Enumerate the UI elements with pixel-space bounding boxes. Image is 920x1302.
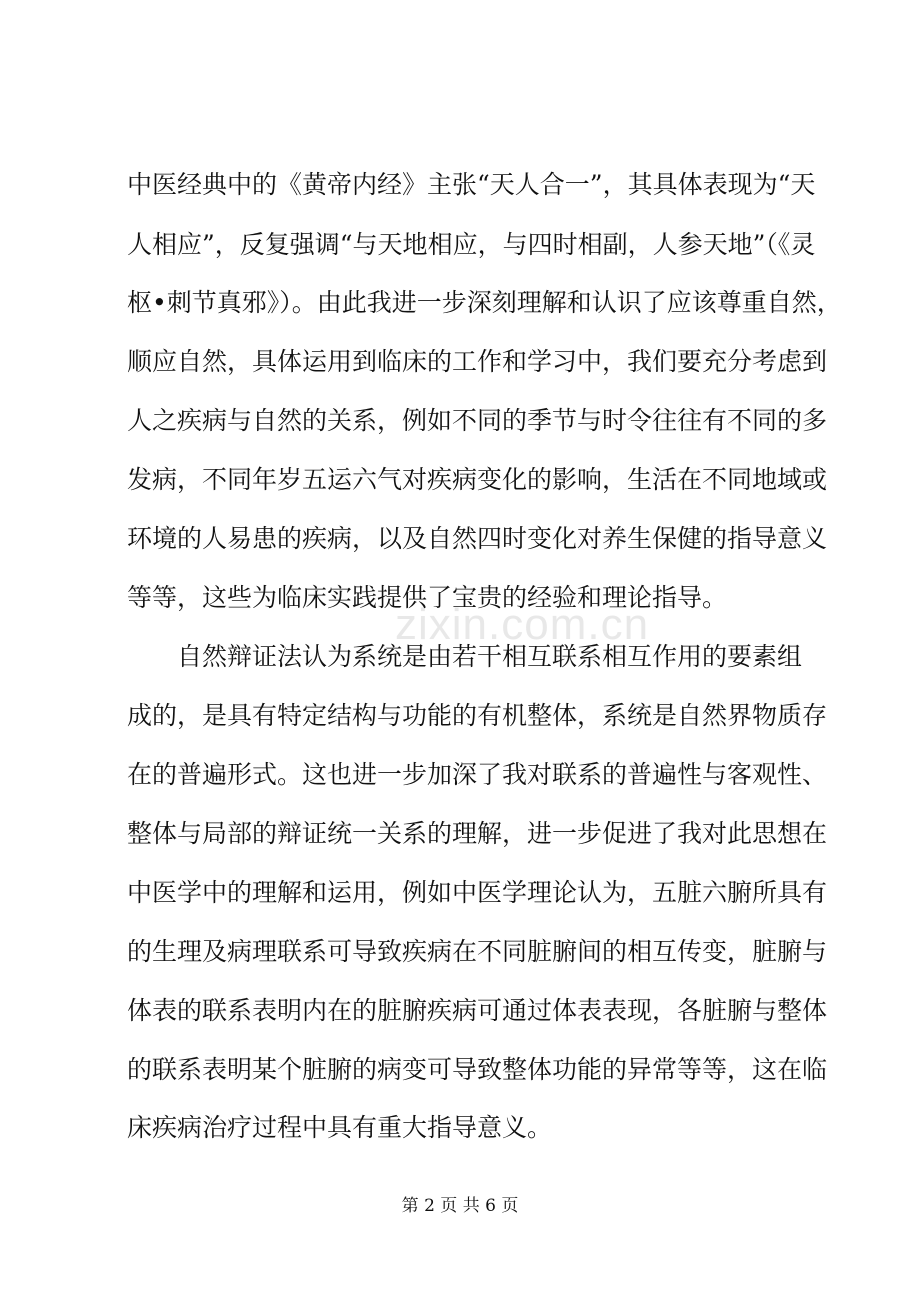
paragraph-2-line-2: 成的，是具有特定结构与功能的有机整体，系统是自然界物质存 bbox=[127, 701, 828, 730]
paragraph-2-line-9: 床疾病治疗过程中具有重大指导意义。 bbox=[127, 1113, 553, 1142]
paragraph-1-line-1: 中医经典中的《黄帝内经》主张“天人合一”，其具体表现为“天 bbox=[127, 170, 816, 199]
paragraph-2-line-1: 自然辩证法认为系统是由若干相互联系相互作用的要素组 bbox=[127, 642, 803, 671]
paragraph-2-line-8: 的联系表明某个脏腑的病变可导致整体功能的异常等等，这在临 bbox=[127, 1055, 828, 1084]
paragraph-1-line-4: 顺应自然，具体运用到临床的工作和学习中，我们要充分考虑到 bbox=[127, 347, 828, 376]
paragraph-1-line-2: 人相应”，反复强调“与天地相应，与四时相副，人参天地”（《灵 bbox=[127, 230, 816, 259]
paragraph-2-line-6: 的生理及病理联系可导致疾病在不同脏腑间的相互传变，脏腑与 bbox=[127, 937, 828, 966]
paragraph-1-line-8: 等等，这些为临床实践提供了宝贵的经验和理论指导。 bbox=[127, 583, 728, 612]
paragraph-1-line-5: 人之疾病与自然的关系，例如不同的季节与时令往往有不同的多 bbox=[127, 406, 828, 435]
page-number-footer: 第 2 页 共 6 页 bbox=[401, 1196, 519, 1216]
paragraph-1-line-6: 发病，不同年岁五运六气对疾病变化的影响，生活在不同地域或 bbox=[127, 465, 828, 494]
watermark: zixin.com.cn bbox=[395, 600, 650, 649]
paragraph-2-line-7: 体表的联系表明内在的脏腑疾病可通过体表表现，各脏腑与整体 bbox=[127, 996, 828, 1025]
paragraph-2-line-3: 在的普遍形式。这也进一步加深了我对联系的普遍性与客观性、 bbox=[127, 760, 828, 789]
paragraph-1-line-7: 环境的人易患的疾病，以及自然四时变化对养生保健的指导意义 bbox=[127, 524, 828, 553]
paragraph-1-line-3: 枢•刺节真邪》）。由此我进一步深刻理解和认识了应该尊重自然， bbox=[127, 288, 842, 317]
paragraph-2-line-4: 整体与局部的辩证统一关系的理解，进一步促进了我对此思想在 bbox=[127, 819, 828, 848]
paragraph-2-line-5: 中医学中的理解和运用，例如中医学理论认为，五脏六腑所具有 bbox=[127, 878, 828, 907]
